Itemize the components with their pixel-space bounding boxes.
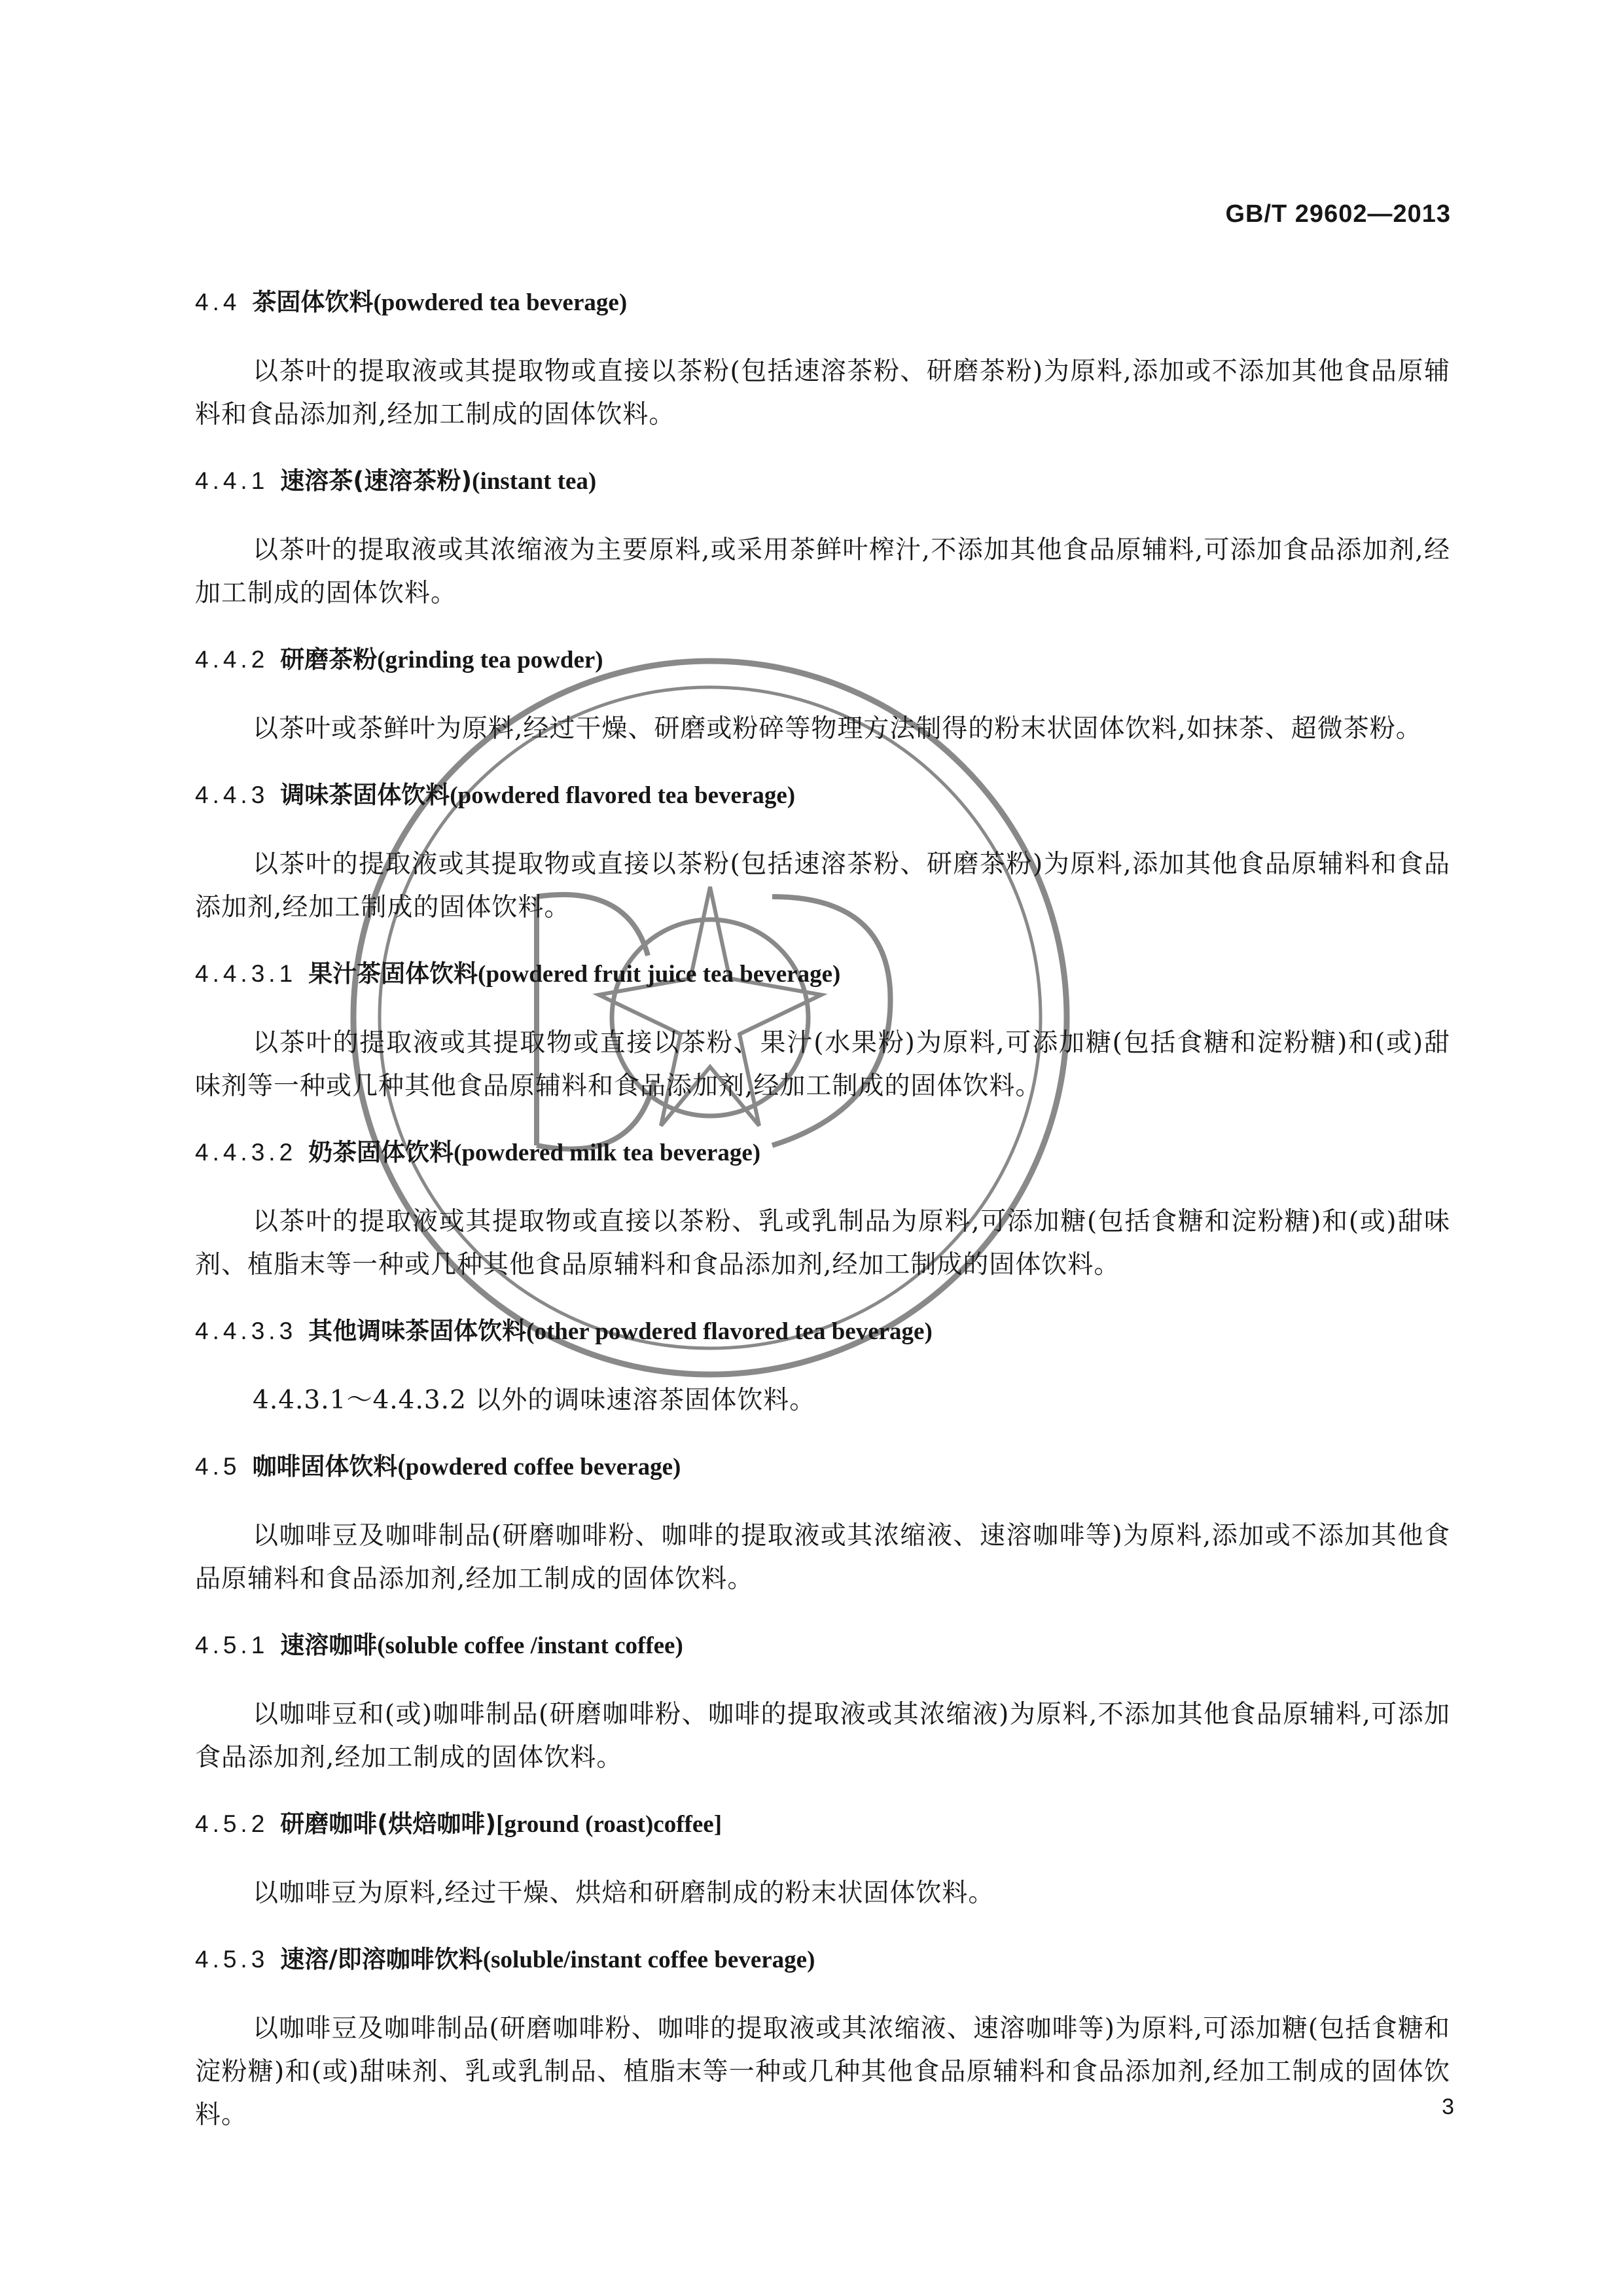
section-title: 奶茶固体饮料 [308,1138,454,1166]
section-heading [195,283,1450,323]
section-title-en: (powdered flavored tea beverage) [450,782,796,809]
section-title-en: (soluble coffee /instant coffee) [377,1632,683,1659]
section-number: 4.5.1 [195,1632,269,1659]
section-title: 速溶茶(速溶茶粉) [280,467,473,495]
section-body: 以咖啡豆和(或)咖啡制品(研磨咖啡粉、咖啡的提取液或其浓缩液)为原料,不添加其他食品原辅料,可添加食品添加剂,经加工制成的固体饮料。 [195,1700,1450,1772]
section-title: 茶固体饮料 [252,288,374,316]
section-title: 调味茶固体饮料 [280,781,450,809]
section-heading [195,1804,1450,1844]
section-number: 4.4.1 [195,467,269,494]
section-title-en: (soluble/instant coffee beverage) [482,1946,815,1973]
section-title-en: (grinding tea powder) [377,647,603,673]
section-title-en: (instant tea) [472,468,597,495]
section-number: 4.4.3 [195,781,269,808]
section-4-5 [195,1447,1450,1601]
section-heading [195,1940,1450,1980]
section-heading [195,1312,1450,1352]
section-heading [195,461,1450,501]
section-4-4-2 [195,640,1450,751]
section-number: 4.5.3 [195,1946,269,1973]
section-body: 以茶叶的提取液或其浓缩液为主要原料,或采用茶鲜叶榨汁,不添加其他食品原辅料,可添加食品添加剂,经加工制成的固体饮料。 [195,535,1450,608]
section-heading [195,640,1450,680]
section-4-5-1 [195,1626,1450,1780]
section-title: 速溶咖啡 [280,1631,378,1659]
section-heading [195,776,1450,816]
section-number: 4.4.3.1 [195,960,297,987]
section-title-en: (powdered tea beverage) [373,289,628,316]
section-body: 以咖啡豆及咖啡制品(研磨咖啡粉、咖啡的提取液或其浓缩液、速溶咖啡等)为原料,添加或不添加其他食品原辅料和食品添加剂,经加工制成的固体饮料。 [195,1521,1450,1594]
page-number: 3 [1442,2094,1454,2119]
section-body: 以茶叶的提取液或其提取物或直接以茶粉、果汁(水果粉)为原料,可添加糖(包括食糖和淀粉糖)和(或)甜味剂等一种或几种其他食品原辅料和食品添加剂,经加工制成的固体饮料。 [195,1028,1450,1101]
section-title-en: (powdered coffee beverage) [397,1454,681,1480]
section-title: 速溶/即溶咖啡饮料 [280,1945,483,1973]
section-4-4-3-1 [195,954,1450,1108]
section-title-en: [ground (roast)coffee] [496,1811,722,1838]
section-body: 以茶叶或茶鲜叶为原料,经过干燥、研磨或粉碎等物理方法制得的粉末状固体饮料,如抹茶、超微茶粉。 [253,714,1422,744]
section-4-5-3 [195,1940,1450,2137]
section-4-4-3 [195,776,1450,929]
section-4-4-1 [195,461,1450,615]
section-number: 4.4.2 [195,646,269,673]
section-body: 以茶叶的提取液或其提取物或直接以茶粉、乳或乳制品为原料,可添加糖(包括食糖和淀粉糖)和(或)甜味剂、植脂末等一种或几种其他食品原辅料和食品添加剂,经加工制成的固体饮料。 [195,1207,1450,1280]
section-title-en: (powdered fruit juice tea beverage) [478,961,841,988]
section-4-4 [195,283,1450,437]
section-number: 4.5.2 [195,1810,269,1837]
section-title: 其他调味茶固体饮料 [308,1317,527,1345]
section-heading [195,1626,1450,1666]
section-title: 研磨咖啡(烘焙咖啡) [280,1810,497,1838]
section-body: 以咖啡豆为原料,经过干燥、烘焙和研磨制成的粉末状固体饮料。 [253,1878,995,1908]
section-heading [195,1447,1450,1487]
section-title: 果汁茶固体饮料 [308,960,478,988]
section-title: 咖啡固体饮料 [252,1452,398,1480]
section-title-en: (other powdered flavored tea beverage) [526,1318,933,1345]
section-title-en: (powdered milk tea beverage) [454,1139,761,1166]
section-4-4-3-2 [195,1133,1450,1287]
section-title: 研磨茶粉 [280,645,378,673]
section-body: 4.4.3.1～4.4.3.2 以外的调味速溶茶固体饮料。 [253,1386,816,1415]
section-heading [195,954,1450,994]
section-4-4-3-3 [195,1312,1450,1422]
section-number: 4.4.3.3 [195,1318,297,1344]
section-heading [195,1133,1450,1173]
section-number: 4.4 [195,289,241,315]
section-body: 以咖啡豆及咖啡制品(研磨咖啡粉、咖啡的提取液或其浓缩液、速溶咖啡等)为原料,可添加糖(包括食糖和淀粉糖)和(或)甜味剂、乳或乳制品、植脂末等一种或几种其他食品原辅料和食品添加剂,经加工制成的固体饮料。 [195,2014,1450,2130]
section-4-5-2 [195,1804,1450,1915]
section-number: 4.5 [195,1453,241,1480]
document-body [195,283,1450,2162]
section-body: 以茶叶的提取液或其提取物或直接以茶粉(包括速溶茶粉、研磨茶粉)为原料,添加或不添加其他食品原辅料和食品添加剂,经加工制成的固体饮料。 [195,357,1450,429]
section-number: 4.4.3.2 [195,1139,297,1166]
document-code: GB/T 29602—2013 [1225,200,1451,228]
section-body: 以茶叶的提取液或其提取物或直接以茶粉(包括速溶茶粉、研磨茶粉)为原料,添加其他食品原辅料和食品添加剂,经加工制成的固体饮料。 [195,850,1450,922]
